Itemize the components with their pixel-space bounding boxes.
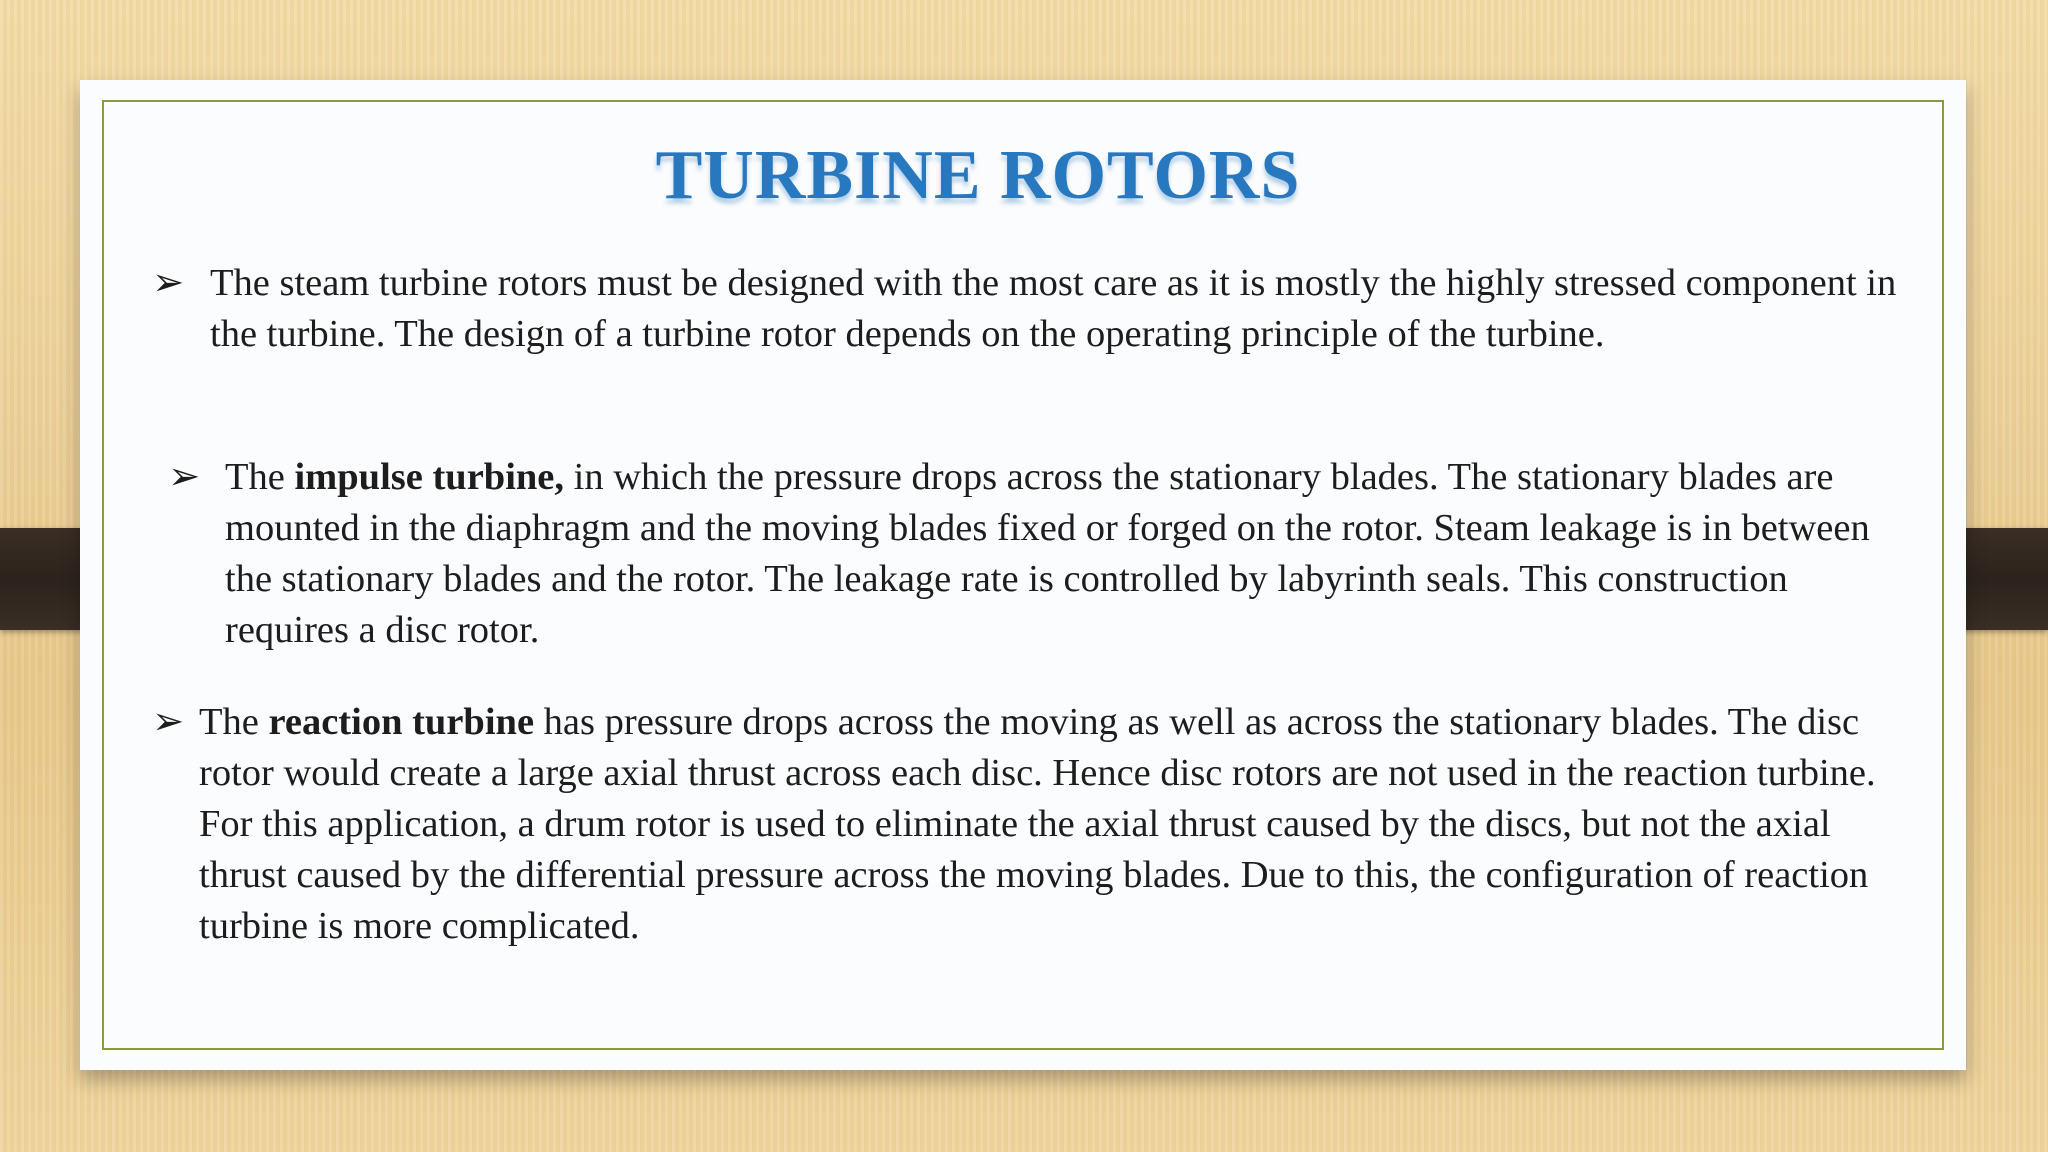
bullet-item-reaction-turbine bbox=[152, 697, 1912, 952]
slide-card bbox=[80, 80, 1966, 1070]
arrow-bullet-icon: ➢ bbox=[152, 701, 185, 743]
bullet-keyword: reaction turbine bbox=[268, 701, 535, 743]
arrow-bullet-icon: ➢ bbox=[168, 456, 201, 498]
slide-title: TURBINE ROTORS bbox=[655, 137, 1301, 214]
bullet-item-rotor-design bbox=[152, 258, 1912, 360]
bullet-item-impulse-turbine bbox=[168, 452, 1888, 656]
bullet-text: The impulse turbine, in which the pressure drops across the stationary blades. The stationary blades are mounted in the diaphragm and the moving blades fixed or forged on the rotor. Steam leakage is in between the stationary blades and the rotor. The leakage rate is controlled by labyrinth seals. This construction requires a disc rotor. bbox=[225, 456, 1870, 651]
bullet-text: The steam turbine rotors must be designed with the most care as it is mostly the highly stressed component in the turbine. The design of a turbine rotor depends on the operating principle of the turbine. bbox=[210, 262, 1897, 355]
bullet-keyword: impulse turbine, bbox=[294, 456, 565, 498]
bullet-text: The reaction turbine has pressure drops across the moving as well as across the stationary blades. The disc rotor would create a large axial thrust across each disc. Hence disc rotors are not used in the reaction turbine. For this application, a drum rotor is used to eliminate the axial thrust caused by the discs, but not the axial thrust caused by the differential pressure across the moving blades. Due to this, the configuration of reaction turbine is more complicated. bbox=[199, 701, 1876, 947]
arrow-bullet-icon: ➢ bbox=[152, 262, 185, 304]
